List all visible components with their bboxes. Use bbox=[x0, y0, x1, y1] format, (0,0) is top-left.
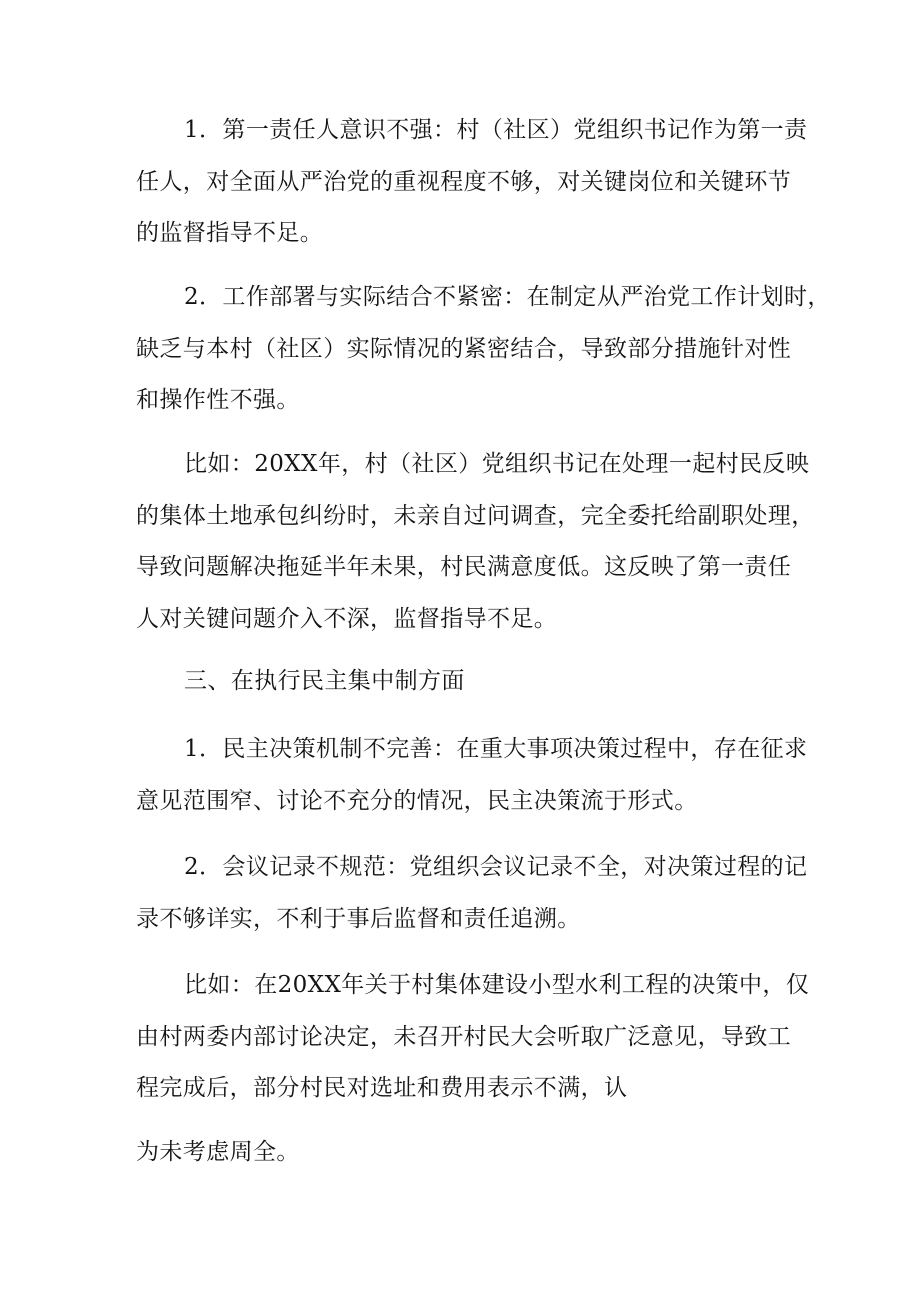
text-line: 的监督指导不足。 bbox=[136, 220, 324, 246]
text-line: 意见范围窄、讨论不充分的情况，民主决策流于形式。 bbox=[136, 787, 698, 814]
paragraph-meeting-records bbox=[136, 842, 808, 945]
text-line: 为未考虑周全。 bbox=[136, 1138, 300, 1165]
text-line: 2．工作部署与实际结合不紧密：在制定从严治党工作计划时， bbox=[184, 284, 831, 310]
text-line: 录不够详实，不利于事后监督和责任追溯。 bbox=[136, 905, 581, 932]
text-line: 1．第一责任人意识不强：村（社区）党组织书记作为第一责 bbox=[184, 117, 808, 143]
text-line: 比如：在20XX年关于村集体建设小型水利工程的决策中，仅 bbox=[184, 972, 810, 998]
text-line: 缺乏与本村（社区）实际情况的紧密结合，导致部分措施针对性 bbox=[136, 335, 792, 362]
text-line: 和操作性不强。 bbox=[136, 387, 300, 413]
section-heading-democratic-centralism bbox=[136, 656, 796, 708]
paragraph-example-land-dispute bbox=[136, 439, 815, 645]
text-line: 比如：20XX年，村（社区）党组织书记在处理一起村民反映 bbox=[184, 451, 810, 477]
text-line: 的集体土地承包纠纷时，未亲自过问调查，完全委托给副职处理， bbox=[136, 502, 815, 529]
text-line: 人对关键问题介入不深，监督指导不足。 bbox=[136, 605, 558, 632]
paragraph-work-deployment bbox=[136, 272, 831, 427]
paragraph-first-responsible bbox=[136, 105, 808, 260]
text-line: 程完成后，部分村民对选址和费用表示不满，认 bbox=[136, 1075, 628, 1101]
text-line: 任人，对全面从严治党的重视程度不够，对关键岗位和关键环节 bbox=[136, 168, 792, 195]
text-line: 由村两委内部讨论决定，未召开村民大会听取广泛意见，导致工 bbox=[136, 1023, 792, 1050]
text-line: 导致问题解决拖延半年未果，村民满意度低。这反映了第一责任 bbox=[136, 554, 792, 580]
text-line: 三、在执行民主集中制方面 bbox=[184, 668, 465, 694]
text-line: 1．民主决策机制不完善：在重大事项决策过程中，存在征求 bbox=[184, 736, 808, 762]
paragraph-example-water-project bbox=[136, 960, 810, 1178]
paragraph-decision-mechanism bbox=[136, 724, 808, 827]
text-line: 2．会议记录不规范：党组织会议记录不全，对决策过程的记 bbox=[184, 854, 808, 880]
